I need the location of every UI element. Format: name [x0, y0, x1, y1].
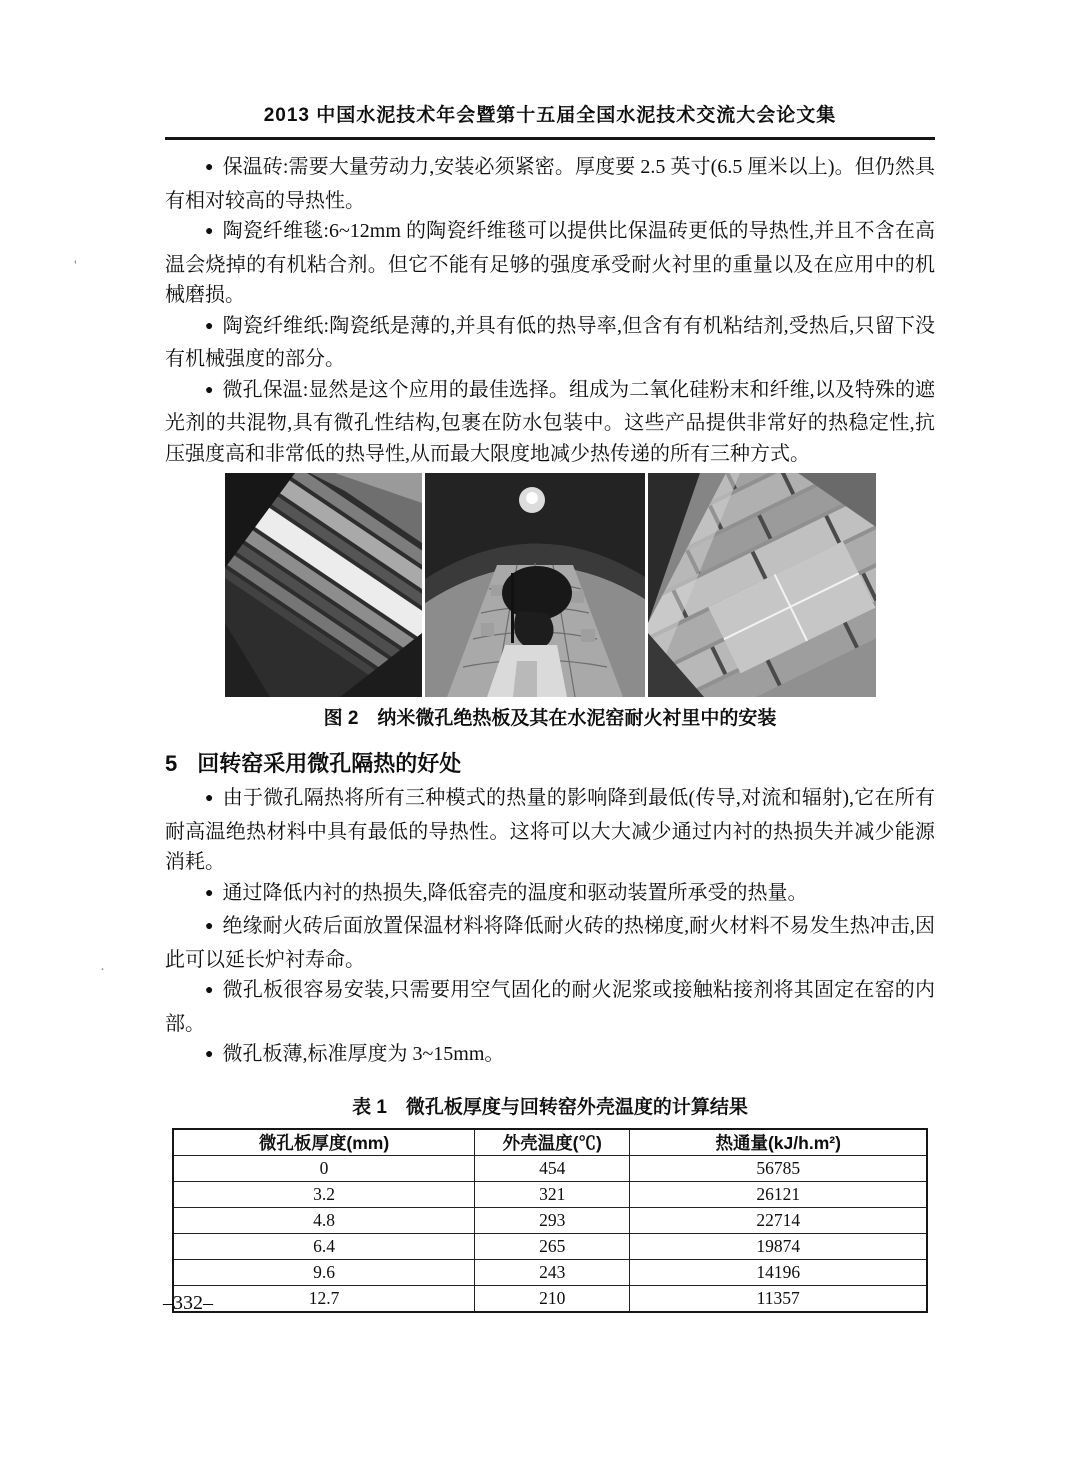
photo-kiln-interior-panel-installation: [425, 473, 645, 697]
page-number: –332–: [163, 1292, 213, 1314]
table-cell: 26121: [630, 1181, 927, 1207]
table-title: 表 1 微孔板厚度与回转窑外壳温度的计算结果: [352, 1096, 748, 1118]
scan-artifact: ': [74, 258, 77, 274]
bullet-paragraph: [165, 375, 935, 470]
table-header-row: [173, 1129, 927, 1156]
page-content: [165, 104, 935, 1313]
table-row: [173, 1259, 927, 1285]
table-cell: 0: [173, 1155, 475, 1181]
table-cell: 22714: [630, 1207, 927, 1233]
table-cell: 243: [475, 1259, 630, 1285]
section-title: 回转窑采用微孔隔热的好处: [197, 751, 462, 776]
bullet-marker: ●: [205, 919, 214, 934]
bullet-paragraph: [165, 311, 935, 375]
figure-photo-strip: [165, 473, 935, 697]
column-header-heat-flux: 热通量(kJ/h.m²): [630, 1129, 927, 1156]
photo-microporous-insulation-panels: [225, 473, 422, 697]
paragraph-text: 通过降低内衬的热损失,降低窑壳的温度和驱动装置所承受的热量。: [222, 881, 808, 904]
column-header-thickness: 微孔板厚度(mm): [173, 1129, 475, 1156]
photo-refractory-brick-lining: [648, 473, 876, 697]
paragraph-text: 绝缘耐火砖后面放置保温材料将降低耐火砖的热梯度,耐火材料不易发生热冲击,因此可以延长炉衬寿命。: [165, 915, 935, 971]
figure-caption: 图 2 纳米微孔绝热板及其在水泥窑耐火衬里中的安装: [323, 708, 777, 729]
table-cell: 293: [475, 1207, 630, 1233]
table-cell: 9.6: [173, 1259, 475, 1285]
bullet-paragraph: [165, 152, 935, 216]
table-cell: 265: [475, 1233, 630, 1259]
running-header: 2013 中国水泥技术年会暨第十五届全国水泥技术交流大会论文集: [263, 105, 837, 126]
column-header-shell-temperature: 外壳温度(℃): [475, 1129, 630, 1156]
paragraph-text: 保温砖:需要大量劳动力,安装必须紧密。厚度要 2.5 英寸(6.5 厘米以上)。但仍然具有相对较高的导热性。: [165, 156, 935, 212]
table-cell: 11357: [630, 1285, 927, 1312]
section-number: 5: [165, 751, 178, 776]
bullet-marker: ●: [205, 224, 214, 239]
figure-2: [165, 473, 935, 732]
table-cell: 12.7: [173, 1285, 475, 1312]
table-row: [173, 1233, 927, 1259]
table-1-microporous-thickness-results: [172, 1128, 928, 1313]
table-cell: 56785: [630, 1155, 927, 1181]
paragraph-text: 陶瓷纤维毯:6~12mm 的陶瓷纤维毯可以提供比保温砖更低的导热性,并且不含在高温会烧掉的有机粘合剂。但它不能有足够的强度承受耐火衬里的重量以及在应用中的机械磨损。: [165, 220, 935, 306]
section-heading: [165, 749, 935, 779]
paragraph-text: 微孔板很容易安装,只需要用空气固化的耐火泥浆或接触粘接剂将其固定在窑的内部。: [165, 979, 935, 1035]
table-cell: 6.4: [173, 1233, 475, 1259]
bullet-paragraph: [165, 1039, 935, 1073]
table-row: [173, 1155, 927, 1181]
bullet-paragraph: [165, 911, 935, 975]
paragraph-text: 微孔保温:显然是这个应用的最佳选择。组成为二氧化硅粉末和纤维,以及特殊的遮光剂的共混物,具有微孔性结构,包裹在防水包装中。这些产品提供非常好的热稳定性,抗压强度高和非常低的热导性,从而最大限度地减少热传递的所有三种方式。: [165, 378, 935, 465]
paragraph-text: 陶瓷纤维纸:陶瓷纸是薄的,并具有低的热导率,但含有有机粘结剂,受热后,只留下没有机械强度的部分。: [165, 314, 935, 370]
bullet-paragraph: [165, 878, 935, 912]
header-rule: [165, 137, 935, 140]
bullet-paragraph: [165, 783, 935, 878]
table-row: [173, 1181, 927, 1207]
bullet-paragraph: [165, 216, 935, 311]
table-row: [173, 1285, 927, 1312]
table-cell: 210: [475, 1285, 630, 1312]
bullet-marker: ●: [205, 382, 214, 398]
bullet-paragraph: [165, 975, 935, 1039]
bullet-marker: ●: [205, 1047, 214, 1062]
bullet-marker: ●: [205, 160, 214, 175]
bullet-marker: ●: [205, 791, 214, 806]
table-cell: 454: [475, 1155, 630, 1181]
table-row: [173, 1207, 927, 1233]
benefits-bullet-list: [165, 783, 935, 1073]
paragraph-text: 由于微孔隔热将所有三种模式的热量的影响降到最低(传导,对流和辐射),它在所有耐高温绝热材料中具有最低的导热性。这将可以大大减少通过内衬的热损失并减少能源消耗。: [165, 787, 935, 873]
table-cell: 19874: [630, 1233, 927, 1259]
scan-artifact: ·: [100, 962, 105, 978]
table-cell: 14196: [630, 1259, 927, 1285]
bullet-marker: ●: [205, 318, 214, 334]
table-cell: 4.8: [173, 1207, 475, 1233]
bullet-marker: ●: [205, 983, 214, 998]
materials-bullet-list: [165, 152, 935, 469]
paragraph-text: 微孔板薄,标准厚度为 3~15mm。: [222, 1043, 505, 1065]
table-cell: 3.2: [173, 1181, 475, 1207]
table-cell: 321: [475, 1181, 630, 1207]
bullet-marker: ●: [205, 885, 214, 901]
